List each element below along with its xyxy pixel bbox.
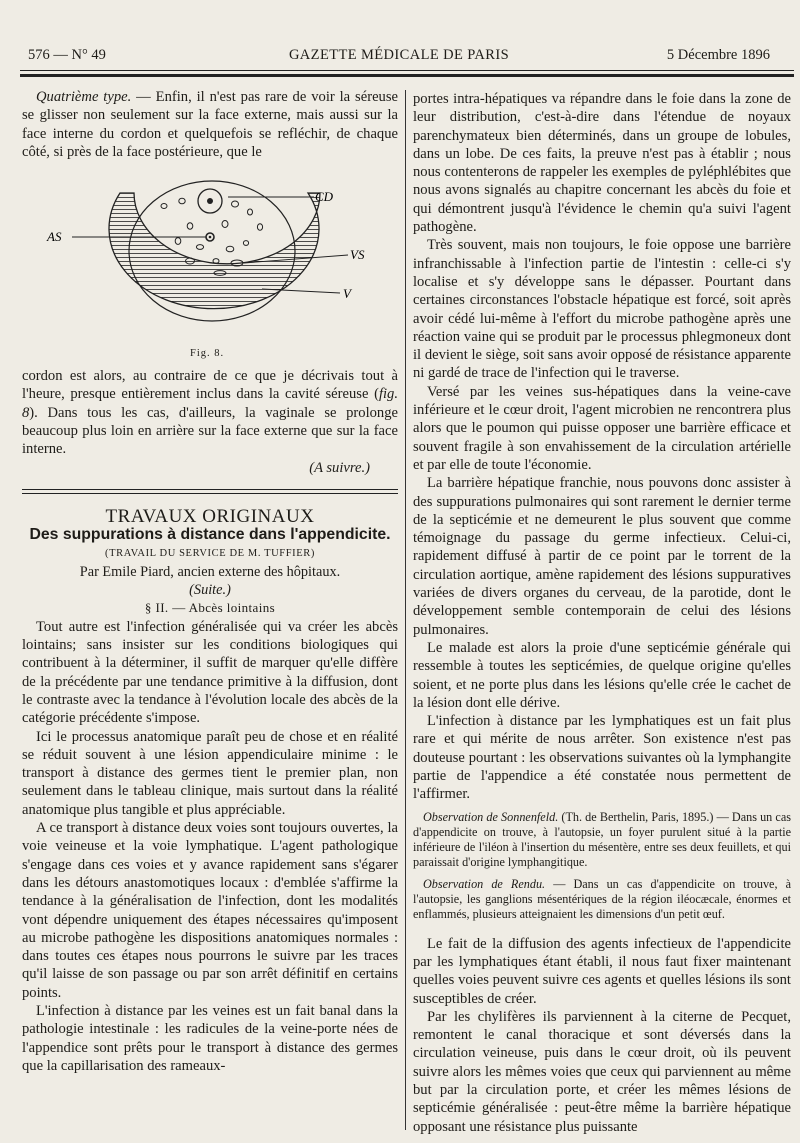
right-column — [413, 90, 791, 1136]
after-figure-paragraph — [22, 367, 398, 458]
a-suivre: (A suivre.) — [309, 459, 370, 476]
after-figure-text-1: cordon est alors, au contraire de ce que je décrivais tout à l'heure, presque entièrement inclus dans la cavité séreuse ( — [22, 368, 398, 403]
label-v: V — [343, 286, 351, 302]
observation-text: (Th. de Berthelin, Paris, 1895.) — Dans un cas d'appendicite on trouve, à l'autopsie, un foyer purulent situé à la partie inférieure de l'iléon à l'insertion du mésentère, entre ses deux feuillets, et qui paraissait d'origine lymphangitique. — [413, 809, 791, 870]
intro-paragraph — [22, 88, 398, 161]
body-paragraph: La barrière hépatique franchie, nous pouvons donc assister à des suppurations pulmonaires qui sont rarement le dernier terme de la septicémie et ne demeurent le plus souvent que comme témoignage du passage du germe infectieux. Celui-ci, rapidement diffusé à partir de ce point par le torrent de la circulation aortique, amène rapidement des lésions suppuratives variées de divers organes du cerveau, de la parotide, dont le développement semble contemporain de celui des lésions pulmonaires. — [413, 475, 791, 638]
header-rule-thick — [20, 74, 794, 77]
body-paragraph: L'infection à distance par les lymphatiques est un fait plus rare et qui mérite de nous arrêter. Son existence n'est pas douteuse pourtant : les observations suivantes où la lymphangite partie de l'appendice a été constatée nous permettent de l'affirmer. — [413, 713, 791, 803]
intro-label: Quatrième type. — [36, 89, 132, 105]
body-paragraph: Le malade est alors la proie d'une septicémie générale qui ressemble à toutes les septicémies, de quelque origine qu'elles soient, et ne porte plus dans les lésions qu'elle crée le cachet de la lésion dont elle dérive. — [413, 639, 791, 711]
observation-sonnenfeld — [413, 810, 791, 871]
page-header — [28, 47, 770, 67]
header-rule — [20, 70, 794, 71]
observation-label: Observation de Sonnenfeld. — [423, 809, 559, 824]
body-paragraph: Le fait de la diffusion des agents infectieux de l'appendicite par les lymphatiques étant établi, il nous faut fixer maintenant quelles voies peuvent suivre ces agents et quelles lésions ils sont susceptibles de créer. — [413, 935, 791, 1007]
body-paragraph: portes intra-hépatiques va répandre dans le foie dans la zone de leur distribution, c'est-à-dire dans l'étendue de noyaux parenchymateux bien déterminés, dans un groupe de lobules, dans un lobe. De ces faits, la preuve n'est pas à établir ; nous nous contenterons de rappeler les exemples de pyléphlébites que nous avons signalés au chapitre concernant les abcès du foie et qui démontrent jusqu'à l'évidence le chemin qu'a suivi l'agent pathogène. — [413, 91, 791, 236]
left-column — [22, 88, 398, 1075]
body-paragraph: Très souvent, mais non toujours, le foie oppose une barrière infranchissable à l'infection partie de l'intestin : celle-ci s'y localise et s'y développe sans le dépasser. Pourtant dans certaines circonstances l'obstacle hépatique est forcé, soit après avoir cédé lui-même à l'effort du microbe pathogène après une réaction vaine qui se produit par le processus phlegmoneux dont il devient le siège, soit sans avoir opposé de résistance apparente ni gardé de trace de l'infection qui le traverse. — [413, 237, 791, 382]
observation-rendu — [413, 877, 791, 923]
section-rule — [22, 489, 398, 490]
cord-cross-section-diagram — [22, 169, 398, 363]
figure-8 — [22, 169, 398, 363]
section-rule-2 — [22, 493, 398, 494]
body-paragraph: Tout autre est l'infection généralisée qui va créer les abcès lointains; sans insister sur les conditions biologiques qui contribuent à la déterminer, il suffit de marquer qu'elle diffère de la précédente par une tendance primitive à la diffusion, dont le contraste avec la tendance à l'évolution locale des abcès de la catégorie précédente s'impose. — [22, 618, 398, 727]
article-title: Des suppurations à distance dans l'appendicite. — [29, 526, 391, 544]
column-divider — [405, 90, 406, 1130]
label-as: AS — [47, 229, 62, 245]
page-number: 576 — N° 49 — [28, 47, 106, 63]
body-paragraph: A ce transport à distance deux voies sont toujours ouvertes, la voie veineuse et la voie lymphatique. L'agent pathologique s'engage dans ces voies et y avance rapidement sans s'égarer dans les détours anastomotiques locaux : d'emblée s'affirme la tendance à la généralisation de l'infection, dont les modalités vont dépendre uniquement des étapes nécessaires qu'imposent au microbe pathogène les dispositions anatomiques normales : dans toutes ces étapes nous pourrons le suivre par les traces qu'il laisse de son passage ou par son arrêt définitif en certains points. — [22, 820, 398, 1001]
after-figure-text-2: ). Dans tous les cas, d'ailleurs, la vaginale se prolonge beaucoup plus loin en arrière sur la face externe que sur la face interne. — [22, 404, 398, 458]
body-paragraph: Par les chylifères ils parviennent à la citerne de Pecquet, remontent le canal thoracique et sont déversés dans la circulation veineuse, puis dans le cœur droit, où ils peuvent suivre alors les mêmes voies que ceux qui parviennent au même but par la circulation porte, et créer les mêmes lésions de septicémie généralisée : peut-être même la barrière hépatique opposant une résistance plus puissante — [413, 1008, 791, 1135]
suite-line: (Suite.) — [189, 582, 231, 599]
label-vs: VS — [350, 247, 365, 263]
body-paragraph: L'infection à distance par les veines est un fait banal dans la pathologie intestinale : les radicules de la veine-porte nées de l'appendice sont prêts pour le transport à distance des germes que la capillarisation des rameaux- — [22, 1002, 398, 1074]
issue-date: 5 Décembre 1896 — [666, 47, 770, 63]
service-line: (TRAVAIL DU SERVICE DE M. TUFFIER) — [105, 547, 315, 559]
body-paragraph: Ici le processus anatomique paraît peu de chose et en réalité se réduit souvent à une lésion appendiculaire minime : le transport à distance des germes tient le premier plan, non seulement dans le tableau clinique, mais surtout dans la réalité anatomique plus tangible et plus appréciable. — [22, 728, 398, 818]
section-heading: § II. — Abcès lointains — [144, 600, 276, 616]
figure-reference: fig. 8 — [22, 386, 398, 421]
observation-text: — Dans un cas d'appendicite on trouve, à l'autopsie, les ganglions mésentériques de la région iléocæcale, énormes et enflammés, plusieurs atteignaient les dimensions d'un petit œuf. — [413, 876, 791, 922]
figure-caption: Fig. 8. — [190, 348, 225, 360]
observation-label: Observation de Rendu. — [423, 876, 546, 891]
body-paragraph: Versé par les veines sus-hépatiques dans la veine-cave inférieure et le cœur droit, l'agent microbien ne rencontrera plus alors que le poumon qui puisse opposer une barrière efficace et souvent fragile à son envahissement de la circulation artérielle et par elle de toute l'économie. — [413, 383, 791, 473]
journal-title: GAZETTE MÉDICALE DE PARIS — [288, 47, 510, 63]
section-title: TRAVAUX ORIGINAUX — [105, 505, 315, 527]
author-line: Par Emile Piard, ancien externe des hôpitaux. — [79, 563, 341, 580]
label-cd: CD — [315, 189, 334, 205]
intro-text: — Enfin, il n'est pas rare de voir la séreuse se glisser non seulement sur la face externe, mais aussi sur la face interne du cordon et quelquefois se refléchir, de chaque côté, si près de la face postérieure, que le — [22, 89, 398, 160]
